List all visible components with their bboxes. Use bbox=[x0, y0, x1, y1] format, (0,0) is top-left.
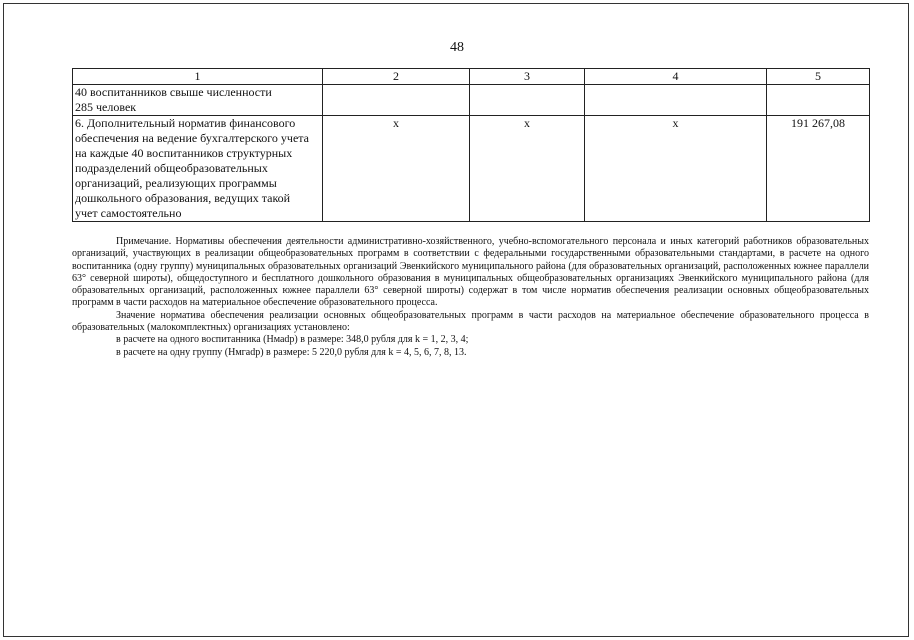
description-line: подразделений общеобразовательных bbox=[75, 161, 268, 175]
description-line: 6. Дополнительный норматив финансового bbox=[75, 116, 296, 130]
table-header-row bbox=[73, 69, 870, 85]
row-description bbox=[73, 116, 323, 222]
table-cell: х bbox=[323, 116, 470, 222]
note-line: в расчете на одну группу (Нмгаdр) в размере: 5 220,0 рубля для k = 4, 5, 6, 7, 8, 13. bbox=[116, 346, 467, 358]
description-line: дошкольного образования, ведущих такой bbox=[75, 191, 291, 205]
header-cell: 1 bbox=[73, 69, 323, 85]
table-row bbox=[73, 85, 870, 116]
note-paragraph: Примечание. Нормативы обеспечения деятельности административно-хозяйственного, учебно-вспомогательного персонала и иных категорий работников образовательных организаций, участвующих в реализации общеобразовательных программ в соответствии с федеральными государственными образовательными стандартами, в расчете на одного воспитанника (одну группу) муниципальных образовательных организаций Эвенкийского муниципального района (для образовательных организаций, расположенных южнее параллели 63° северной широты), общедоступного и бесплатного дошкольного образования в муниципальных общеобразовательных организациях Эвенкийского муниципального района (для образовательных организаций, расположенных южнее параллели 63° северной широты) содержат в том числе норматив обеспечения реализации основных общеобразовательных программ в части расходов на материальное обеспечение образовательного процесса. bbox=[72, 236, 869, 309]
table-cell: х bbox=[470, 116, 585, 222]
table-cell bbox=[470, 85, 585, 116]
table-cell: х bbox=[585, 116, 767, 222]
description-line: 285 человек bbox=[75, 100, 137, 114]
description-line: обеспечения на ведение бухгалтерского учета bbox=[75, 131, 309, 145]
note-section bbox=[72, 236, 869, 359]
note-line: в расчете на одного воспитанника (Нмаdр) в размере: 348,0 рубля для k = 1, 2, 3, 4; bbox=[116, 334, 469, 346]
description-line: 40 воспитанников свыше численности bbox=[75, 85, 272, 99]
description-line: учет самостоятельно bbox=[75, 206, 182, 220]
header-cell: 4 bbox=[585, 69, 767, 85]
note-paragraph: Значение норматива обеспечения реализации основных общеобразовательных программ в части расходов на материальное обеспечение образовательного процесса в образовательных (малокомплектных) организациях установлено: bbox=[72, 309, 869, 334]
table-cell: 191 267,08 bbox=[767, 116, 870, 222]
header-cell: 2 bbox=[323, 69, 470, 85]
table-cell bbox=[585, 85, 767, 116]
description-line: организаций, реализующих программы bbox=[75, 176, 277, 190]
header-cell: 5 bbox=[767, 69, 870, 85]
table-cell bbox=[323, 85, 470, 116]
table-row bbox=[73, 116, 870, 222]
row-description bbox=[73, 85, 323, 116]
table-cell bbox=[767, 85, 870, 116]
page-number: 48 bbox=[450, 40, 464, 55]
norms-table bbox=[72, 68, 870, 222]
header-cell: 3 bbox=[470, 69, 585, 85]
description-line: на каждые 40 воспитанников структурных bbox=[75, 146, 293, 160]
